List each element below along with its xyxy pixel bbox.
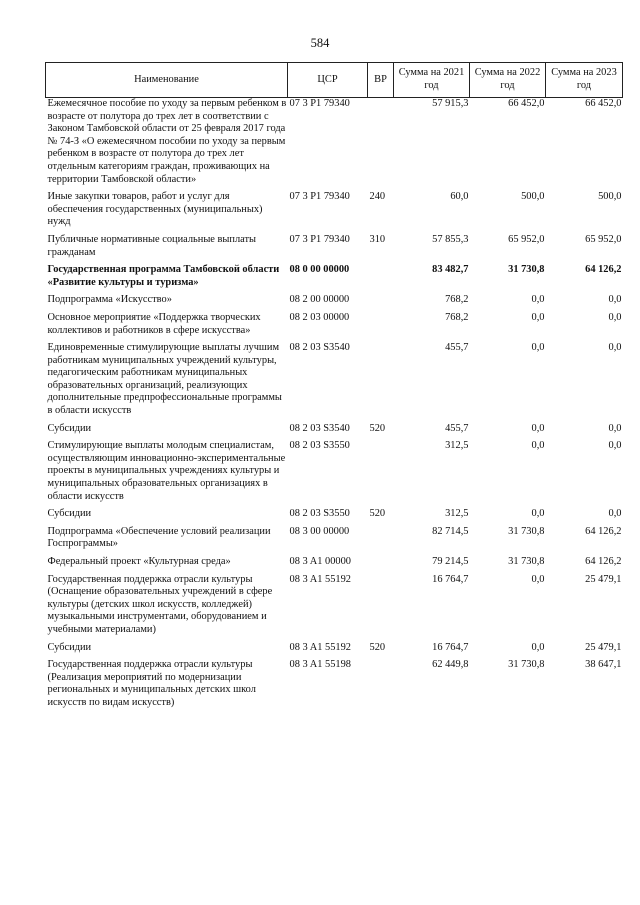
row-name: Подпрограмма «Искусство»: [47, 294, 172, 306]
row-sum-2023: 0,0: [608, 422, 622, 434]
row-csr: 08 2 03 00000: [289, 311, 350, 323]
page-number: 584: [310, 36, 330, 50]
row-name: Единовременные стимулирующие выплаты лучшим работникам муниципальных учреждений культуры, педагогическим работникам муниципальных образовательных организаций, реализующих дополнительные предпрофессиональные программы в области искусств: [47, 342, 282, 417]
table-row: [46, 423, 623, 441]
row-sum-2022: 31 730,8: [508, 525, 545, 537]
row-vr: 520: [369, 641, 386, 653]
table-row: [46, 574, 623, 642]
row-csr: 08 3 A1 55192: [289, 641, 351, 653]
row-name: Субсидии: [47, 508, 92, 520]
row-sum-2023: 0,0: [608, 508, 622, 520]
row-csr: 08 2 03 S3540: [289, 342, 350, 354]
row-sum-2022: 0,0: [531, 508, 545, 520]
row-sum-2022: 0,0: [531, 573, 545, 585]
row-vr: 240: [369, 191, 386, 203]
row-sum-2021: 312,5: [445, 440, 469, 452]
table-row: [46, 508, 623, 526]
row-name: Субсидии: [47, 641, 92, 653]
row-csr: 08 2 03 S3540: [289, 422, 350, 434]
header-vr: ВР: [368, 63, 394, 98]
row-vr: [368, 574, 394, 642]
header-sum-2021: Сумма на 2021 год: [394, 63, 470, 98]
row-name: Субсидии: [47, 422, 92, 434]
row-csr: 08 2 03 S3550: [289, 508, 350, 520]
row-sum-2021: 16 764,7: [432, 641, 469, 653]
row-name: Государственная поддержка отрасли культуры (Оснащение образовательных учреждений в сфере культуры (детских школ искусств, колледжей) музыкальными инструментами, оборудованием и учебными материалами): [47, 573, 273, 635]
table-row: [46, 642, 623, 660]
row-sum-2021: 57 855,3: [432, 233, 469, 245]
table-header-row: [46, 63, 623, 98]
row-sum-2022: 31 730,8: [508, 556, 545, 567]
table-row: [46, 440, 623, 508]
row-csr: 08 0 00 00000: [289, 264, 350, 276]
row-name: Публичные нормативные социальные выплаты гражданам: [47, 233, 257, 258]
row-sum-2023: 64 126,2: [585, 264, 622, 276]
row-sum-2021: 82 714,5: [432, 525, 469, 537]
row-sum-2023: 0,0: [608, 440, 622, 452]
row-sum-2023: 0,0: [608, 342, 622, 354]
row-sum-2021: 768,2: [445, 294, 469, 306]
row-name: Иные закупки товаров, работ и услуг для обеспечения государственных (муниципальных) нужд: [47, 191, 263, 228]
row-sum-2021: 312,5: [445, 508, 469, 520]
row-vr: [368, 294, 394, 312]
row-name: Федеральный проект «Культурная среда»: [47, 556, 231, 567]
row-vr: [368, 342, 394, 423]
row-vr: [368, 312, 394, 342]
row-sum-2023: 38 647,1: [585, 659, 622, 671]
row-sum-2022: 0,0: [531, 422, 545, 434]
row-csr: 07 3 P1 79340: [289, 233, 350, 245]
table-row: [46, 342, 623, 423]
row-sum-2023: 64 126,2: [585, 525, 622, 537]
row-sum-2023: 25 479,1: [585, 573, 622, 585]
row-sum-2021: 79 214,5: [432, 556, 469, 567]
row-csr: 08 3 A1 55198: [289, 659, 351, 671]
row-sum-2021: 768,2: [445, 311, 469, 323]
row-sum-2021: 62 449,8: [432, 659, 469, 671]
row-name: Государственная поддержка отрасли культуры (Реализация мероприятий по модернизации региональных и муниципальных детских школ искусств по видам искусств): [47, 659, 256, 708]
row-sum-2022: 66 452,0: [508, 98, 545, 109]
table-row: [46, 659, 623, 714]
row-sum-2022: 31 730,8: [508, 659, 545, 671]
row-sum-2023: 64 126,2: [585, 556, 622, 567]
row-sum-2022: 0,0: [531, 294, 545, 306]
row-sum-2022: 0,0: [531, 641, 545, 653]
header-csr: ЦСР: [288, 63, 368, 98]
row-sum-2023: 0,0: [608, 311, 622, 323]
table-body: [46, 98, 623, 715]
table-row: [46, 191, 623, 234]
row-name: Подпрограмма «Обеспечение условий реализации Госпрограммы»: [47, 525, 271, 550]
row-sum-2022: 0,0: [531, 311, 545, 323]
row-vr: 520: [369, 422, 386, 434]
table-row: [46, 556, 623, 574]
header-name: Наименование: [46, 63, 288, 98]
row-csr: 08 3 00 00000: [289, 525, 350, 537]
table-row: [46, 234, 623, 264]
row-sum-2022: 0,0: [531, 440, 545, 452]
row-sum-2022: 0,0: [531, 342, 545, 354]
row-name: Стимулирующие выплаты молодым специалистам, осуществляющим инновационно-экспериментальные проекты в муниципальных учреждениях культуры и муниципальных образовательных организациях в области искусств: [47, 440, 286, 502]
header-sum-2023: Сумма на 2023 год: [546, 63, 623, 98]
row-sum-2023: 65 952,0: [585, 233, 622, 245]
row-vr: 310: [369, 233, 386, 245]
row-vr: [368, 440, 394, 508]
row-vr: [368, 659, 394, 714]
row-vr: [368, 526, 394, 556]
row-name: Государственная программа Тамбовской области «Развитие культуры и туризма»: [47, 264, 280, 288]
row-sum-2023: 0,0: [608, 294, 622, 306]
row-vr: 520: [369, 508, 386, 520]
table-row: [46, 98, 623, 192]
row-vr: [368, 98, 394, 192]
row-vr: [368, 264, 394, 294]
table-row: [46, 294, 623, 312]
table-row: [46, 264, 623, 294]
row-csr: 08 3 A1 00000: [289, 556, 351, 567]
row-sum-2021: 16 764,7: [432, 573, 469, 585]
header-sum-2022: Сумма на 2022 год: [470, 63, 546, 98]
row-sum-2023: 25 479,1: [585, 641, 622, 653]
row-sum-2021: 455,7: [445, 422, 469, 434]
table-row: [46, 312, 623, 342]
row-sum-2021: 57 915,3: [432, 98, 469, 109]
row-csr: 07 3 P1 79340: [289, 98, 350, 109]
row-csr: 07 3 P1 79340: [289, 191, 350, 203]
row-name: Ежемесячное пособие по уходу за первым ребенком в возрасте от полутора до трех лет в соответствии с Законом Тамбовской области от 25 февраля 2017 года № 74-З «О ежемесячном пособии по уходу за первым ребенком в возрасте от полутора до трех лет отдельным категориям граждан, проживающих на территории Тамбовской области»: [47, 98, 287, 185]
row-sum-2022: 65 952,0: [508, 233, 545, 245]
row-vr: [368, 556, 394, 574]
row-csr: 08 2 03 S3550: [289, 440, 350, 452]
row-sum-2021: 83 482,7: [432, 264, 469, 276]
row-sum-2021: 60,0: [450, 191, 469, 203]
row-sum-2023: 66 452,0: [585, 98, 622, 109]
row-csr: 08 2 00 00000: [289, 294, 350, 306]
table-row: [46, 526, 623, 556]
budget-table: [45, 62, 623, 715]
row-name: Основное мероприятие «Поддержка творческих коллективов и работников в сфере искусства»: [47, 311, 261, 336]
row-sum-2022: 500,0: [521, 191, 545, 203]
row-sum-2023: 500,0: [598, 191, 622, 203]
row-csr: 08 3 A1 55192: [289, 573, 351, 585]
row-sum-2022: 31 730,8: [508, 264, 545, 276]
row-sum-2021: 455,7: [445, 342, 469, 354]
